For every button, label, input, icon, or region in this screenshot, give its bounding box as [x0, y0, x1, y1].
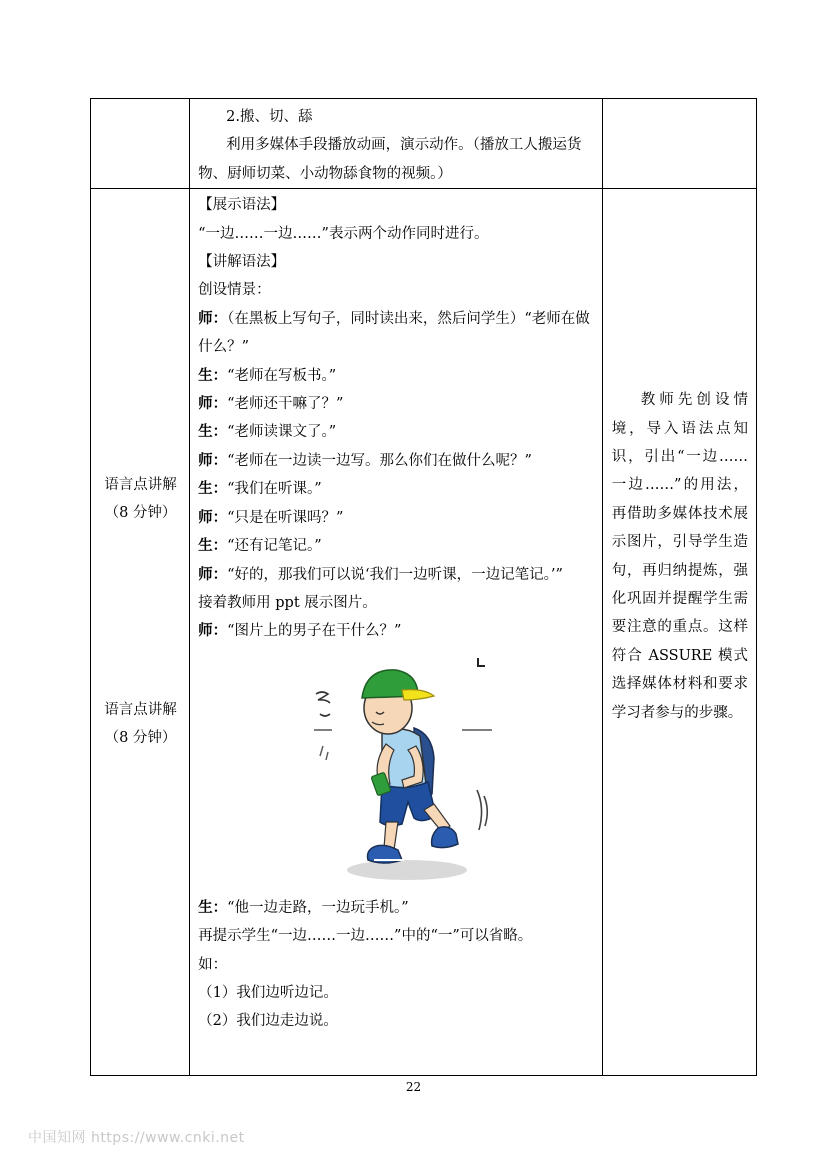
dialog-line — [198, 362, 596, 390]
speaker-label: 师： — [198, 622, 228, 640]
speaker-label: 师： — [198, 395, 228, 413]
dialog-text: “他一边走路，一边玩手机。” — [227, 899, 409, 916]
stage-cell — [91, 189, 190, 1076]
scene-label: 创设情景： — [198, 282, 271, 299]
speaker-label: 师： — [198, 508, 228, 526]
stage-time: （8 分钟） — [104, 730, 177, 747]
dialog-line — [198, 617, 596, 645]
content-cell — [190, 99, 603, 189]
dialog-text: （在黑板上写句子，同时读出来，然后问学生）“老师在做什么？” — [198, 310, 590, 356]
boy-walking-with-phone-illustration — [302, 650, 492, 890]
section-header: 【展示语法】 — [198, 197, 286, 214]
speaker-label: 师： — [198, 451, 228, 469]
design-cell — [602, 189, 756, 1076]
dialog-line — [198, 447, 596, 475]
dialog-text: “只是在听课吗？” — [227, 509, 344, 526]
cnki-watermark: 中国知网 https://www.cnki.net — [28, 1130, 245, 1146]
dialog-line — [198, 475, 596, 503]
design-note: 教师先创设情境，导入语法点知识，引出“一边……一边……”的用法，再借助多媒体技术展示图片，引导学生造句，再归纳提炼，强化巩固并提醒学生需要注意的重点。这样符合 ASSURE 模式选择媒体材料和要求学习者参与的步骤。 — [611, 392, 748, 721]
example-item: （1）我们边听边记。 — [198, 984, 338, 1001]
dialog-line — [198, 561, 596, 589]
speaker-label: 师： — [198, 309, 228, 327]
speaker-label: 生： — [198, 537, 228, 555]
stage-label: 语言点讲解 — [104, 702, 177, 719]
omit-note: 再提示学生“一边……一边……”中的“一”可以省略。 — [198, 928, 533, 945]
dialog-line — [198, 390, 596, 418]
grammar-rule: “一边……一边……”表示两个动作同时进行。 — [198, 225, 489, 242]
dialog-line — [198, 532, 596, 560]
table-row — [91, 99, 757, 189]
dialog-line — [198, 504, 596, 532]
page-number: 22 — [405, 1080, 422, 1094]
stage-time: （8 分钟） — [104, 505, 177, 522]
design-cell-empty — [602, 99, 756, 189]
dialog-text: “我们在听课。” — [227, 481, 322, 498]
activity-title: 2.搬、切、舔 — [226, 109, 313, 125]
dialog-text: “好的，那我们可以说‘我们一边听课，一边记笔记。’” — [227, 566, 563, 583]
speaker-label: 生： — [198, 366, 228, 384]
example-item: （2）我们边走边说。 — [198, 1013, 338, 1030]
dialog-text: “老师还干嘛了？” — [227, 396, 344, 413]
section-header: 【讲解语法】 — [198, 254, 286, 271]
dialog-text: “图片上的男子在干什么？” — [227, 623, 402, 640]
dialog-line — [198, 418, 596, 446]
ppt-line: 接着教师用 ppt 展示图片。 — [198, 594, 377, 611]
dialog-text: “老师在一边读一边写。那么你们在做什么呢？” — [227, 452, 532, 469]
speaker-label: 生： — [198, 423, 228, 441]
dialog-line — [198, 305, 596, 362]
table-row — [91, 189, 757, 1076]
stage-cell-empty — [91, 99, 190, 189]
speaker-label: 生： — [198, 898, 228, 916]
lesson-plan-table — [90, 98, 757, 1076]
dialog-text: “老师在写板书。” — [227, 367, 337, 384]
dialog-text: “老师读课文了。” — [227, 424, 337, 441]
speaker-label: 师： — [198, 565, 228, 583]
dialog-text: “还有记笔记。” — [227, 538, 322, 555]
speaker-label: 生： — [198, 480, 228, 498]
dialog-line — [198, 894, 596, 922]
content-cell — [190, 189, 603, 1076]
example-intro: 如： — [198, 956, 228, 973]
activity-text: 利用多媒体手段播放动画，演示动作。（播放工人搬运货物、厨师切菜、小动物舔食物的视频。） — [198, 137, 582, 182]
stage-label: 语言点讲解 — [104, 477, 177, 494]
